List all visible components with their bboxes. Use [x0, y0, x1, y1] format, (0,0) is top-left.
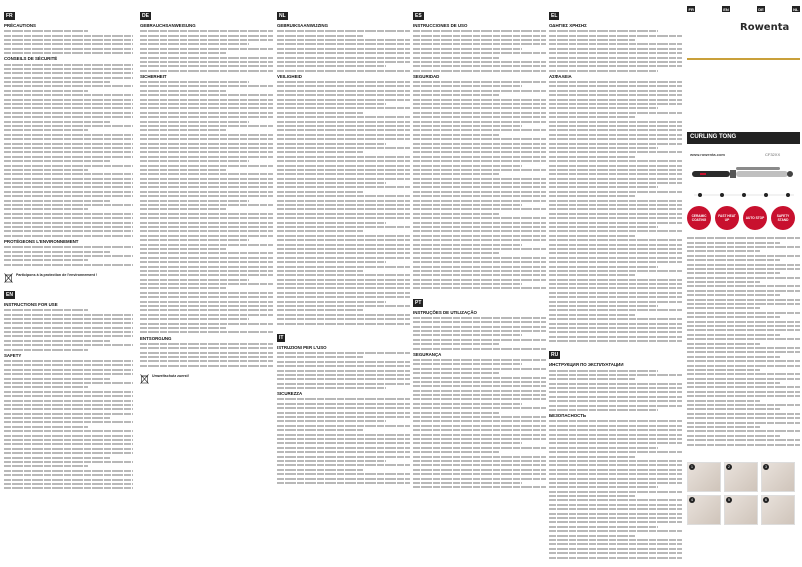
step-photo: 4: [687, 495, 721, 525]
text-line: [413, 69, 546, 73]
column-nl-it: [277, 4, 410, 563]
feature-badge: SAFETY STAND: [771, 206, 795, 230]
section-heading: SEGURIDAD: [413, 73, 440, 79]
cover-lang-chip: FR: [688, 6, 694, 12]
parts-legend: [690, 190, 798, 200]
crossed-bin-icon: [140, 371, 149, 381]
recycling-notice: [4, 270, 133, 280]
section-heading: ISTRUZIONI PER L'USO: [277, 344, 327, 350]
step-photo: 1: [687, 462, 721, 492]
website-url: www.rowenta.com: [690, 152, 725, 157]
section-heading: SICUREZZA: [277, 391, 303, 397]
text-line: [277, 321, 410, 325]
environment-note: Participons à la protection de l'environnement !: [16, 272, 98, 277]
text-line: [140, 364, 273, 368]
brand-logo: Rowenta: [740, 22, 790, 33]
text-line: [140, 69, 273, 73]
product-name: CURLING TONG: [690, 134, 737, 140]
cover-lang-chip: EN: [723, 6, 729, 12]
column-el-ru: [549, 4, 682, 563]
feature-badge: AUTO STOP: [743, 206, 767, 230]
curling-tong-illustration: [690, 162, 798, 186]
text-line: [549, 555, 682, 559]
environment-note: Umweltschutz zuerst!: [152, 373, 189, 378]
text-line: [140, 330, 273, 334]
text-line: [4, 263, 133, 267]
language-badge: DE: [142, 13, 149, 19]
text-line: [413, 485, 546, 489]
language-badge: NL: [279, 13, 286, 19]
gold-stripe: [687, 58, 800, 60]
language-badge: EN: [6, 291, 13, 298]
column-de: [140, 4, 273, 563]
section-heading: VEILIGHEID: [277, 73, 302, 79]
section-heading: ΟΔΗΓΙΕΣ ΧΡΗΣΗΣ: [549, 23, 587, 28]
step-photo-grid: [687, 462, 800, 525]
section-heading: ΑΣΦΑΛΕΙΑ: [549, 73, 572, 79]
text-line: [549, 69, 658, 73]
cover-text-block: [687, 236, 800, 447]
section-heading: INSTRUCTIONS FOR USE: [4, 301, 58, 307]
section-heading: INSTRUCCIONES DE USO: [413, 23, 468, 28]
text-line: [4, 486, 133, 490]
cover-language-row: [687, 6, 800, 12]
section-heading: GEBRAUCHSANWEISUNG: [140, 23, 196, 28]
section-heading: SAFETY: [4, 352, 22, 358]
text-line: [413, 286, 546, 290]
feature-badge: CERAMIC COATING: [687, 206, 711, 230]
text-line: [4, 51, 133, 55]
section-heading: БЕЗОПАСНОСТЬ: [549, 413, 587, 419]
language-badge: RU: [551, 352, 559, 359]
text-line: [549, 339, 682, 343]
model-code: CF32XX: [765, 152, 781, 157]
text-line: [4, 234, 133, 238]
text-line: [277, 69, 410, 73]
section-heading: ИНСТРУКЦИЯ ПО ЭКСПЛУАТАЦИИ: [549, 362, 624, 368]
cover-lang-chip: DE: [758, 6, 764, 12]
section-heading: PROTÉGEONS L'ENVIRONNEMENT: [4, 238, 79, 244]
column-fr-en: [4, 4, 133, 563]
section-heading: PRÉCAUTIONS: [4, 23, 36, 28]
step-photo: 3: [761, 462, 795, 492]
recycling-notice: [140, 371, 273, 381]
language-badge: EL: [551, 13, 558, 19]
step-photo: 5: [724, 495, 758, 525]
column-es-pt: [413, 4, 546, 563]
feature-badges: [687, 206, 800, 230]
section-heading: INSTRUÇÕES DE UTILIZAÇÃO: [413, 309, 477, 315]
section-heading: GEBRUIKSAANWIJZING: [277, 23, 328, 28]
step-photo: 2: [724, 462, 758, 492]
language-badge: PT: [415, 299, 422, 306]
section-heading: CONSEILS DE SÉCURITÉ: [4, 56, 58, 62]
language-badge: IT: [279, 334, 284, 341]
section-heading: SICHERHEIT: [140, 73, 167, 79]
text-line: [413, 346, 546, 350]
language-badge: FR: [6, 13, 13, 19]
section-heading: SEGURANÇA: [413, 351, 442, 357]
section-heading: ENTSORGUNG: [140, 335, 172, 341]
language-badge: ES: [415, 13, 422, 19]
step-photo: 6: [761, 495, 795, 525]
text-line: [4, 347, 88, 351]
feature-badge: FAST HEAT UP: [715, 206, 739, 230]
text-line: [277, 481, 410, 485]
cover-lang-chip: NL: [793, 6, 799, 12]
text-line: [277, 386, 386, 390]
crossed-bin-icon: [4, 270, 13, 280]
text-line: [549, 408, 658, 412]
